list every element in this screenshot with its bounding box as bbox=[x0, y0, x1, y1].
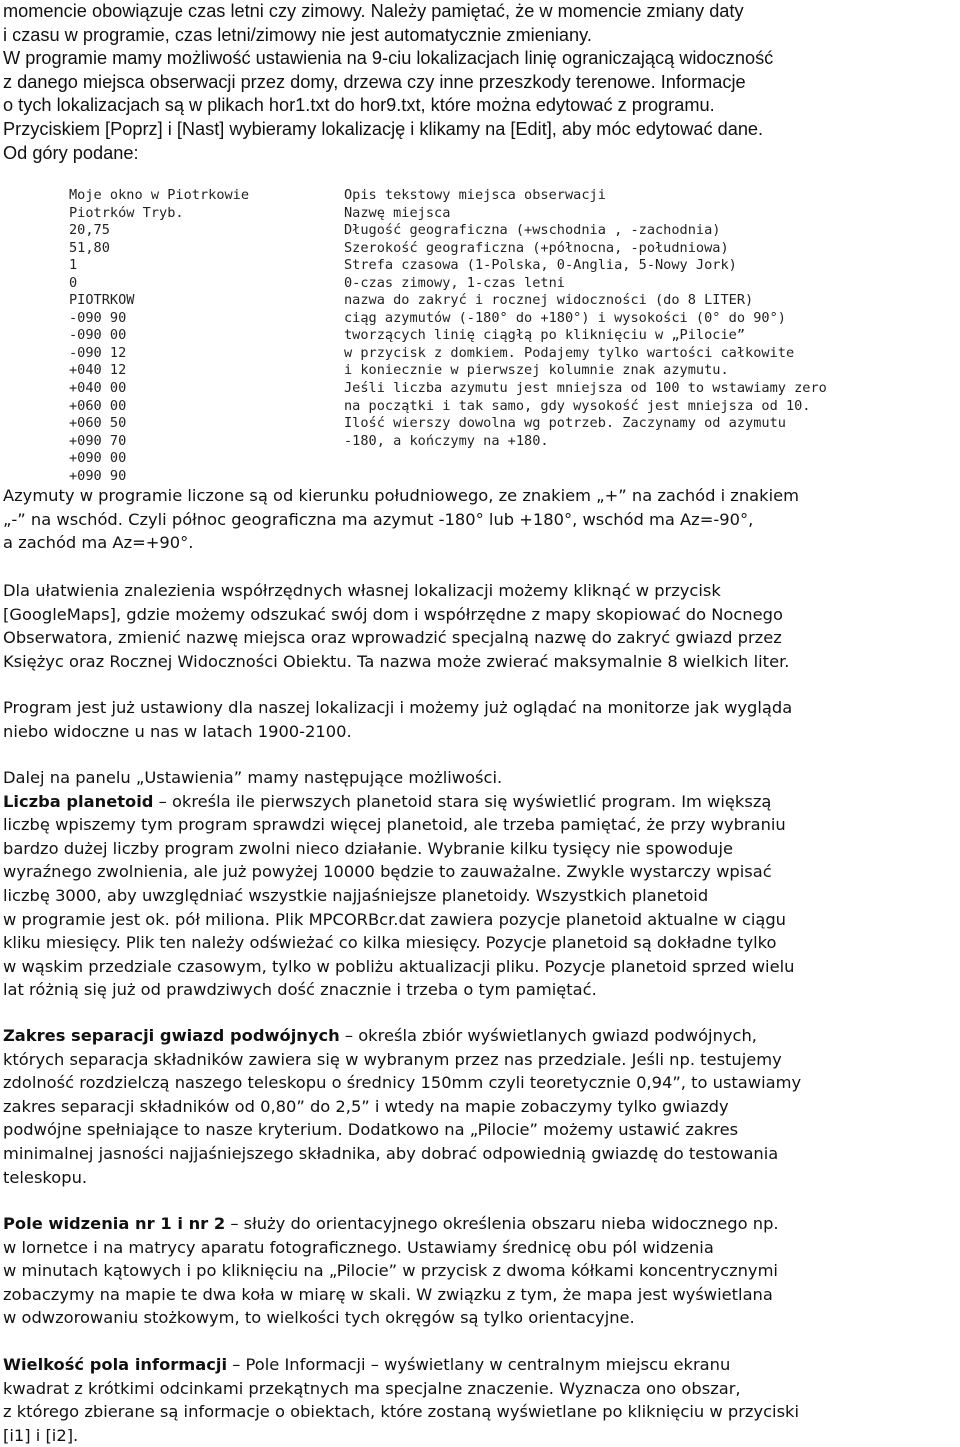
text-line: zakres separacji składników od 0,80” do 2,5” i wtedy na mapie zobaczymy tylko gwiazdy bbox=[3, 1096, 729, 1116]
listing-value: 0 bbox=[69, 274, 78, 291]
listing-description: Opis tekstowy miejsca obserwacji bbox=[344, 187, 606, 203]
text-line: lat różnią się już od prawdziwych dość znacznie i trzeba o tym pamiętać. bbox=[3, 980, 597, 1000]
text-line: minimalnej jasności najjaśniejszego składnika, aby dobrać odpowiednią gwiazdę do testowania bbox=[3, 1143, 779, 1163]
text-line: w wąskim przedziale czasowym, tylko w pobliżu aktualizacji pliku. Pozycje planetoid sprzed wielu bbox=[3, 956, 795, 976]
text-line: w lornetce i na matrycy aparatu fotograficznego. Ustawiamy średnicę obu pól widzenia bbox=[3, 1237, 714, 1257]
text-line: w programie jest ok. pół miliona. Plik MPCORBcr.dat zawiera pozycje planetoid aktualne w ciągu bbox=[3, 909, 786, 929]
info-field-paragraph bbox=[3, 1353, 957, 1447]
listing-row bbox=[69, 327, 869, 345]
listing-description: Strefa czasowa (1-Polska, 0-Anglia, 5-Nowy Jork) bbox=[344, 257, 737, 274]
text-line: liczbę wpiszemy tym program sprawdzi więcej planetoid, ale trzeba pamiętać, że przy wybraniu bbox=[3, 815, 786, 835]
text-line: z którego zbierane są informacje o obiektach, które zostaną wyświetlane po kliknięciu w przyciski bbox=[3, 1402, 800, 1422]
listing-description: tworzących linię ciągłą po kliknięciu w „Pilocie” bbox=[344, 327, 746, 344]
listing-description: Szerokość geograficzna (+północna, -południowa) bbox=[344, 239, 729, 256]
listing-row bbox=[69, 362, 869, 380]
text-line: W programie mamy możliwość ustawienia na 9-ciu lokalizacjach linię ograniczającą widoczność bbox=[3, 48, 774, 69]
planetoid-term: Liczba planetoid bbox=[3, 791, 154, 811]
listing-row bbox=[69, 222, 869, 240]
listing-value: +060 00 bbox=[69, 397, 127, 414]
listing-value: Moje okno w Piotrkowie bbox=[69, 187, 250, 203]
text-line: „-” na wschód. Czyli północ geograficzna ma azymut -180° lub +180°, wschód ma Az=-90°, bbox=[3, 509, 754, 529]
listing-value: Piotrków Tryb. bbox=[69, 204, 184, 221]
text-line: których separacja składników zawiera się w wybranym przez nas przedziale. Jeśli np. testujemy bbox=[3, 1049, 782, 1069]
text-line: [GoogleMaps], gdzie możemy odszukać swój dom i współrzędne z mapy skopiować do Nocnego bbox=[3, 604, 783, 624]
listing-value: 51,80 bbox=[69, 239, 110, 256]
info-field-term: Wielkość pola informacji bbox=[3, 1355, 228, 1374]
double-stars-term: Zakres separacji gwiazd podwójnych bbox=[3, 1026, 340, 1045]
listing-description: w przycisk z domkiem. Podajemy tylko wartości całkowite bbox=[344, 344, 795, 361]
listing-row bbox=[69, 275, 869, 293]
listing-value: +060 50 bbox=[69, 415, 127, 432]
settings-intro: Dalej na panelu „Ustawienia” mamy następujące możliwości. bbox=[3, 768, 503, 787]
listing-row bbox=[69, 240, 869, 258]
text-line: Pole widzenia nr 1 i nr 2 – służy do orientacyjnego określenia obszaru nieba widocznego np. bbox=[3, 1214, 779, 1233]
text-line: w odwzorowaniu stożkowym, to wielkości tych okręgów są tylko orientacyjne. bbox=[3, 1308, 635, 1328]
listing-row bbox=[69, 310, 869, 328]
text-line: a zachód ma Az=+90°. bbox=[3, 533, 194, 553]
listing-description: i koniecznie w pierwszej kolumnie znak azymutu. bbox=[344, 362, 729, 379]
text-line: wyraźnego zwolnienia, ale już powyżej 10000 będzie to zauważalne. Zwykle wystarczy wpisać bbox=[3, 862, 772, 882]
listing-row bbox=[69, 398, 869, 416]
listing-value: +090 00 bbox=[69, 450, 127, 467]
text-line: Program jest już ustawiony dla naszej lokalizacji i możemy już oglądać na monitorze jak wygląda bbox=[3, 698, 793, 717]
listing-row bbox=[69, 468, 869, 486]
listing-description bbox=[344, 450, 869, 468]
listing-row bbox=[69, 257, 869, 275]
text-line: liczbę 3000, aby uwzględniać wszystkie najjaśniejsze planetoidy. Wszystkich planetoid bbox=[3, 885, 709, 905]
listing-description: ciąg azymutów (-180° do +180°) i wysokości (0° do 90°) bbox=[344, 309, 786, 326]
listing-row bbox=[69, 292, 869, 310]
text-line: podwójne spełniające to nasze kryterium. Dodatkowo na „Pilocie” możemy ustawić zakres bbox=[3, 1120, 739, 1140]
listing-row bbox=[69, 450, 869, 468]
listing-value: +040 12 bbox=[69, 362, 127, 379]
text-line: i czasu w programie, czas letni/zimowy nie jest automatycznie zmieniany. bbox=[3, 24, 592, 45]
text-line: niebo widoczne u nas w latach 1900-2100. bbox=[3, 721, 352, 741]
listing-row bbox=[69, 205, 869, 223]
text-line: o tych lokalizacjach są w plikach hor1.txt do hor9.txt, które można edytować z programu. bbox=[3, 95, 715, 116]
listing-description: nazwa do zakryć i rocznej widoczności (do 8 LITER) bbox=[344, 292, 754, 309]
text-line: [i1] i [i2]. bbox=[3, 1425, 79, 1445]
listing-row bbox=[69, 187, 869, 205]
listing-row bbox=[69, 345, 869, 363]
listing-description: 0-czas zimowy, 1-czas letni bbox=[344, 274, 565, 291]
listing-value: -090 12 bbox=[69, 344, 127, 361]
text-line: Dla ułatwienia znalezienia współrzędnych własnej lokalizacji możemy kliknąć w przycisk bbox=[3, 581, 721, 600]
text-line: Liczba planetoid – określa ile pierwszych planetoid stara się wyświetlić program. Im większą bbox=[3, 791, 772, 811]
double-stars-paragraph bbox=[3, 1024, 957, 1189]
fields-of-view-term: Pole widzenia nr 1 i nr 2 bbox=[3, 1214, 226, 1233]
listing-value: 20,75 bbox=[69, 222, 110, 239]
listing-row bbox=[69, 415, 869, 433]
azimuth-paragraph bbox=[3, 484, 957, 555]
planetoid-paragraph bbox=[3, 766, 957, 1002]
listing-value: -090 00 bbox=[69, 327, 127, 344]
ready-paragraph bbox=[3, 696, 957, 743]
text-line: kliku miesięcy. Plik ten należy odświeżać co kilka miesięcy. Pozycje planetoid są dokładne tylko bbox=[3, 933, 777, 953]
text-line: teleskopu. bbox=[3, 1167, 88, 1187]
listing-value: +040 00 bbox=[69, 380, 127, 397]
listing-description: Ilość wierszy dowolna wg potrzeb. Zaczynamy od azymutu bbox=[344, 415, 786, 432]
text-line: zdolność rozdzielczą naszego teleskopu o średnicy 150mm czyli teoretycznie 0,94”, to ustawiamy bbox=[3, 1073, 802, 1093]
text-line: zobaczymy na mapie te dwa koła w miarę w skali. W związku z tym, że mapa jest wyświetlana bbox=[3, 1284, 773, 1304]
intro-paragraph bbox=[3, 0, 957, 165]
text-line: Księżyc oraz Rocznej Widoczności Obiektu. Ta nazwa może zwierać maksymalnie 8 wielkich liter. bbox=[3, 651, 790, 671]
listing-row bbox=[69, 433, 869, 451]
text-line: z danego miejsca obserwacji przez domy, drzewa czy inne przeszkody terenowe. Informacje bbox=[3, 71, 746, 92]
googlemaps-paragraph bbox=[3, 579, 957, 673]
listing-value: 1 bbox=[69, 257, 78, 274]
listing-row bbox=[69, 380, 869, 398]
text-line: bardzo dużej liczby program zwolni nieco działanie. Wybranie kilku tysięcy nie spowoduje bbox=[3, 838, 733, 858]
text-line: Zakres separacji gwiazd podwójnych – określa zbiór wyświetlanych gwiazd podwójnych, bbox=[3, 1026, 757, 1045]
listing-description: Nazwę miejsca bbox=[344, 204, 451, 221]
listing-value: +090 70 bbox=[69, 432, 127, 449]
listing-value: PIOTRKOW bbox=[69, 292, 135, 309]
listing-value: -090 90 bbox=[69, 309, 127, 326]
text-line: Azymuty w programie liczone są od kierunku południowego, ze znakiem „+” na zachód i znakiem bbox=[3, 486, 799, 505]
listing-description: Długość geograficzna (+wschodnia , -zachodnia) bbox=[344, 222, 721, 239]
text-line: Obserwatora, zmienić nazwę miejsca oraz wprowadzić specjalną nazwę do zakryć gwiazd przez bbox=[3, 628, 782, 648]
text-line: Przyciskiem [Poprz] i [Nast] wybieramy lokalizację i klikamy na [Edit], aby móc edytować dane. bbox=[3, 118, 764, 139]
text-line: momencie obowiązuje czas letni czy zimowy. Należy pamiętać, że w momencie zmiany daty bbox=[3, 1, 744, 21]
listing-description bbox=[344, 468, 869, 486]
file-format-listing bbox=[69, 187, 869, 485]
listing-description: na początki i tak samo, gdy wysokość jest mniejsza od 10. bbox=[344, 397, 811, 414]
text-line: Wielkość pola informacji – Pole Informacji – wyświetlany w centralnym miejscu ekranu bbox=[3, 1355, 731, 1374]
listing-description: Jeśli liczba azymutu jest mniejsza od 100 to wstawiamy zero bbox=[344, 380, 827, 397]
text-line: w minutach kątowych i po kliknięciu na „Pilocie” w przycisk z dwoma kółkami koncentrycznymi bbox=[3, 1261, 778, 1281]
listing-description: -180, a kończymy na +180. bbox=[344, 432, 549, 449]
text-line: kwadrat z krótkimi odcinkami przekątnych ma specjalne znaczenie. Wyznacza ono obszar, bbox=[3, 1378, 741, 1398]
fields-of-view-paragraph bbox=[3, 1212, 957, 1330]
listing-value: +090 90 bbox=[69, 467, 127, 484]
text-line: Od góry podane: bbox=[3, 142, 139, 163]
